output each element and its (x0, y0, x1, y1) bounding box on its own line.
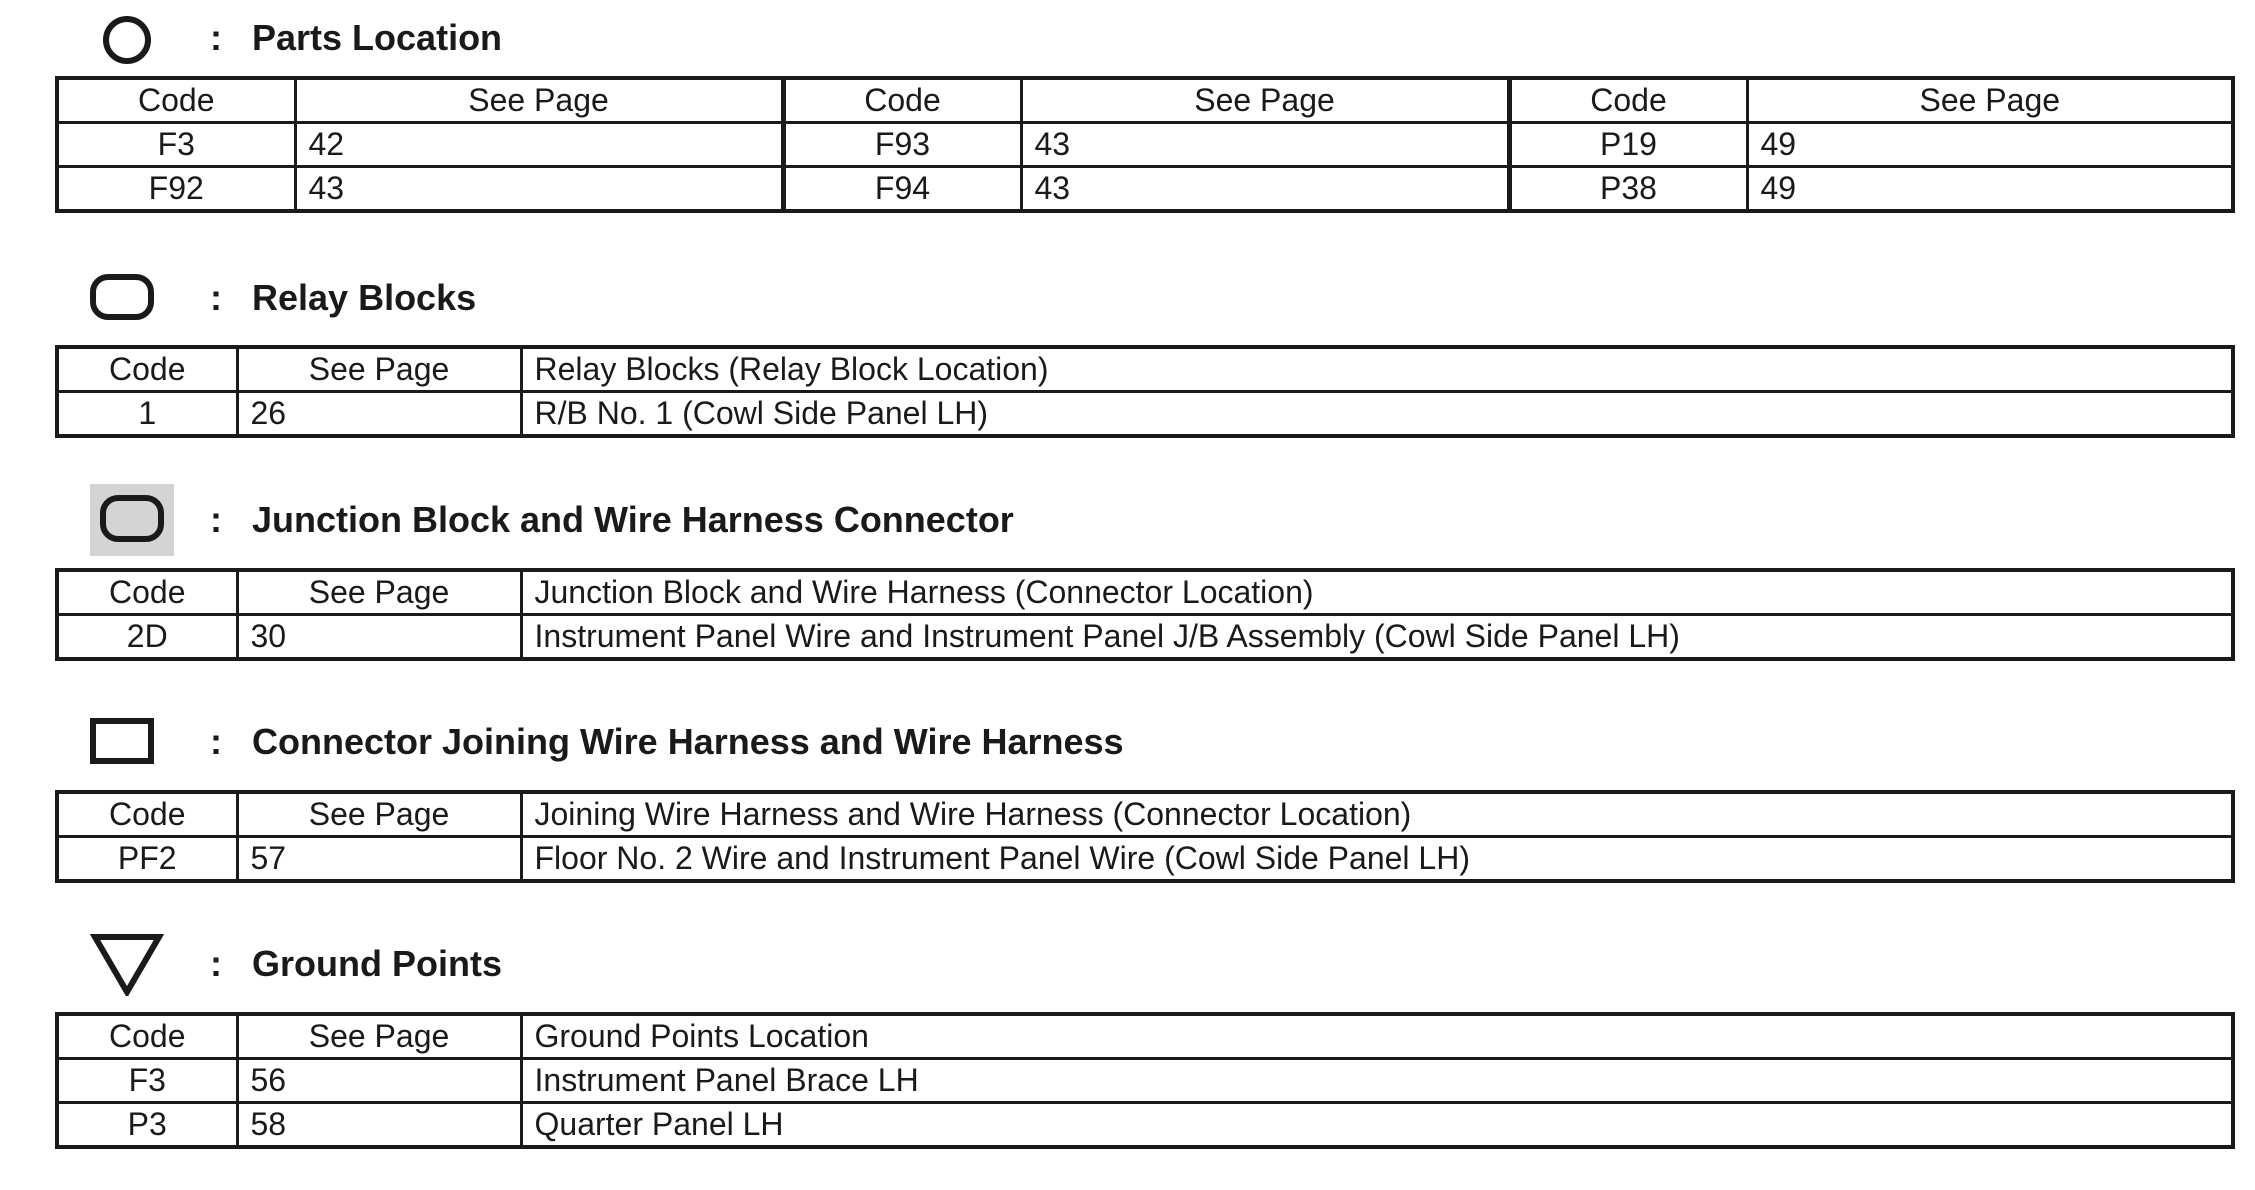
table-header-row (57, 792, 2233, 837)
column-header-description: Junction Block and Wire Harness (Connector Location) (521, 570, 2233, 615)
section-title: Connector Joining Wire Harness and Wire Harness (252, 721, 1124, 762)
column-header-code: Code (57, 1014, 237, 1059)
column-header-see-page: See Page (237, 570, 521, 615)
code-cell: F94 (783, 167, 1021, 212)
description-cell: R/B No. 1 (Cowl Side Panel LH) (521, 392, 2233, 437)
description-cell: Quarter Panel LH (521, 1103, 2233, 1148)
column-header-code: Code (57, 347, 237, 392)
table-row (57, 392, 2233, 437)
code-cell: F93 (783, 123, 1021, 167)
heading-separator: : (210, 943, 222, 984)
column-header-description: Joining Wire Harness and Wire Harness (Connector Location) (521, 792, 2233, 837)
table-row (57, 837, 2233, 882)
table-row (57, 167, 2233, 212)
triangle-down-icon (90, 932, 164, 996)
code-cell: P3 (57, 1103, 237, 1148)
table-row (57, 615, 2233, 660)
code-cell: 2D (57, 615, 237, 660)
page-cell: 43 (1021, 123, 1509, 167)
column-header-see-page: See Page (237, 1014, 521, 1059)
page-cell: 43 (295, 167, 783, 212)
parts-location-heading (0, 0, 2255, 70)
connector-joining-heading (0, 706, 2255, 776)
description-cell: Floor No. 2 Wire and Instrument Panel Wire (Cowl Side Panel LH) (521, 837, 2233, 882)
table-header-row (57, 347, 2233, 392)
column-header-see-page: See Page (237, 347, 521, 392)
table-row (57, 1059, 2233, 1103)
page-cell: 30 (237, 615, 521, 660)
column-header-description: Relay Blocks (Relay Block Location) (521, 347, 2233, 392)
section-title: Relay Blocks (252, 277, 477, 318)
heading-separator: : (210, 499, 222, 540)
column-header-code: Code (57, 792, 237, 837)
column-header-see-page: See Page (1747, 78, 2233, 123)
code-cell: 1 (57, 392, 237, 437)
column-header-code: Code (1509, 78, 1747, 123)
column-header-code: Code (57, 570, 237, 615)
code-cell: F3 (57, 1059, 237, 1103)
column-header-see-page: See Page (237, 792, 521, 837)
page-cell: 49 (1747, 167, 2233, 212)
column-header-see-page: See Page (295, 78, 783, 123)
code-cell: P38 (1509, 167, 1747, 212)
junction-block-heading (0, 484, 2255, 554)
page-cell: 49 (1747, 123, 2233, 167)
heading-separator: : (210, 721, 222, 762)
junction-block-table (55, 568, 2235, 661)
page-cell: 42 (295, 123, 783, 167)
description-cell: Instrument Panel Brace LH (521, 1059, 2233, 1103)
heading-separator: : (210, 277, 222, 318)
page-cell: 26 (237, 392, 521, 437)
circle-icon (100, 14, 154, 66)
shaded-rounded-rectangle-icon (90, 484, 174, 556)
rectangle-icon (90, 718, 154, 764)
rounded-rectangle-icon (90, 274, 154, 320)
ground-points-table (55, 1012, 2235, 1149)
section-title: Junction Block and Wire Harness Connector (252, 499, 1014, 540)
table-row (57, 123, 2233, 167)
table-header-row (57, 570, 2233, 615)
code-cell: P19 (1509, 123, 1747, 167)
table-row (57, 1103, 2233, 1148)
column-header-code: Code (783, 78, 1021, 123)
page-cell: 56 (237, 1059, 521, 1103)
column-header-see-page: See Page (1021, 78, 1509, 123)
code-cell: PF2 (57, 837, 237, 882)
connector-joining-table (55, 790, 2235, 883)
column-header-description: Ground Points Location (521, 1014, 2233, 1059)
table-header-row (57, 1014, 2233, 1059)
page-cell: 43 (1021, 167, 1509, 212)
table-header-row (57, 78, 2233, 123)
description-cell: Instrument Panel Wire and Instrument Panel J/B Assembly (Cowl Side Panel LH) (521, 615, 2233, 660)
page-cell: 57 (237, 837, 521, 882)
relay-blocks-heading (0, 262, 2255, 332)
page-cell: 58 (237, 1103, 521, 1148)
parts-location-table (55, 76, 2235, 213)
column-header-code: Code (57, 78, 295, 123)
ground-points-heading (0, 928, 2255, 998)
section-title: Parts Location (252, 17, 503, 58)
code-cell: F92 (57, 167, 295, 212)
section-title: Ground Points (252, 943, 502, 984)
relay-blocks-table (55, 345, 2235, 438)
code-cell: F3 (57, 123, 295, 167)
heading-separator: : (210, 17, 222, 58)
